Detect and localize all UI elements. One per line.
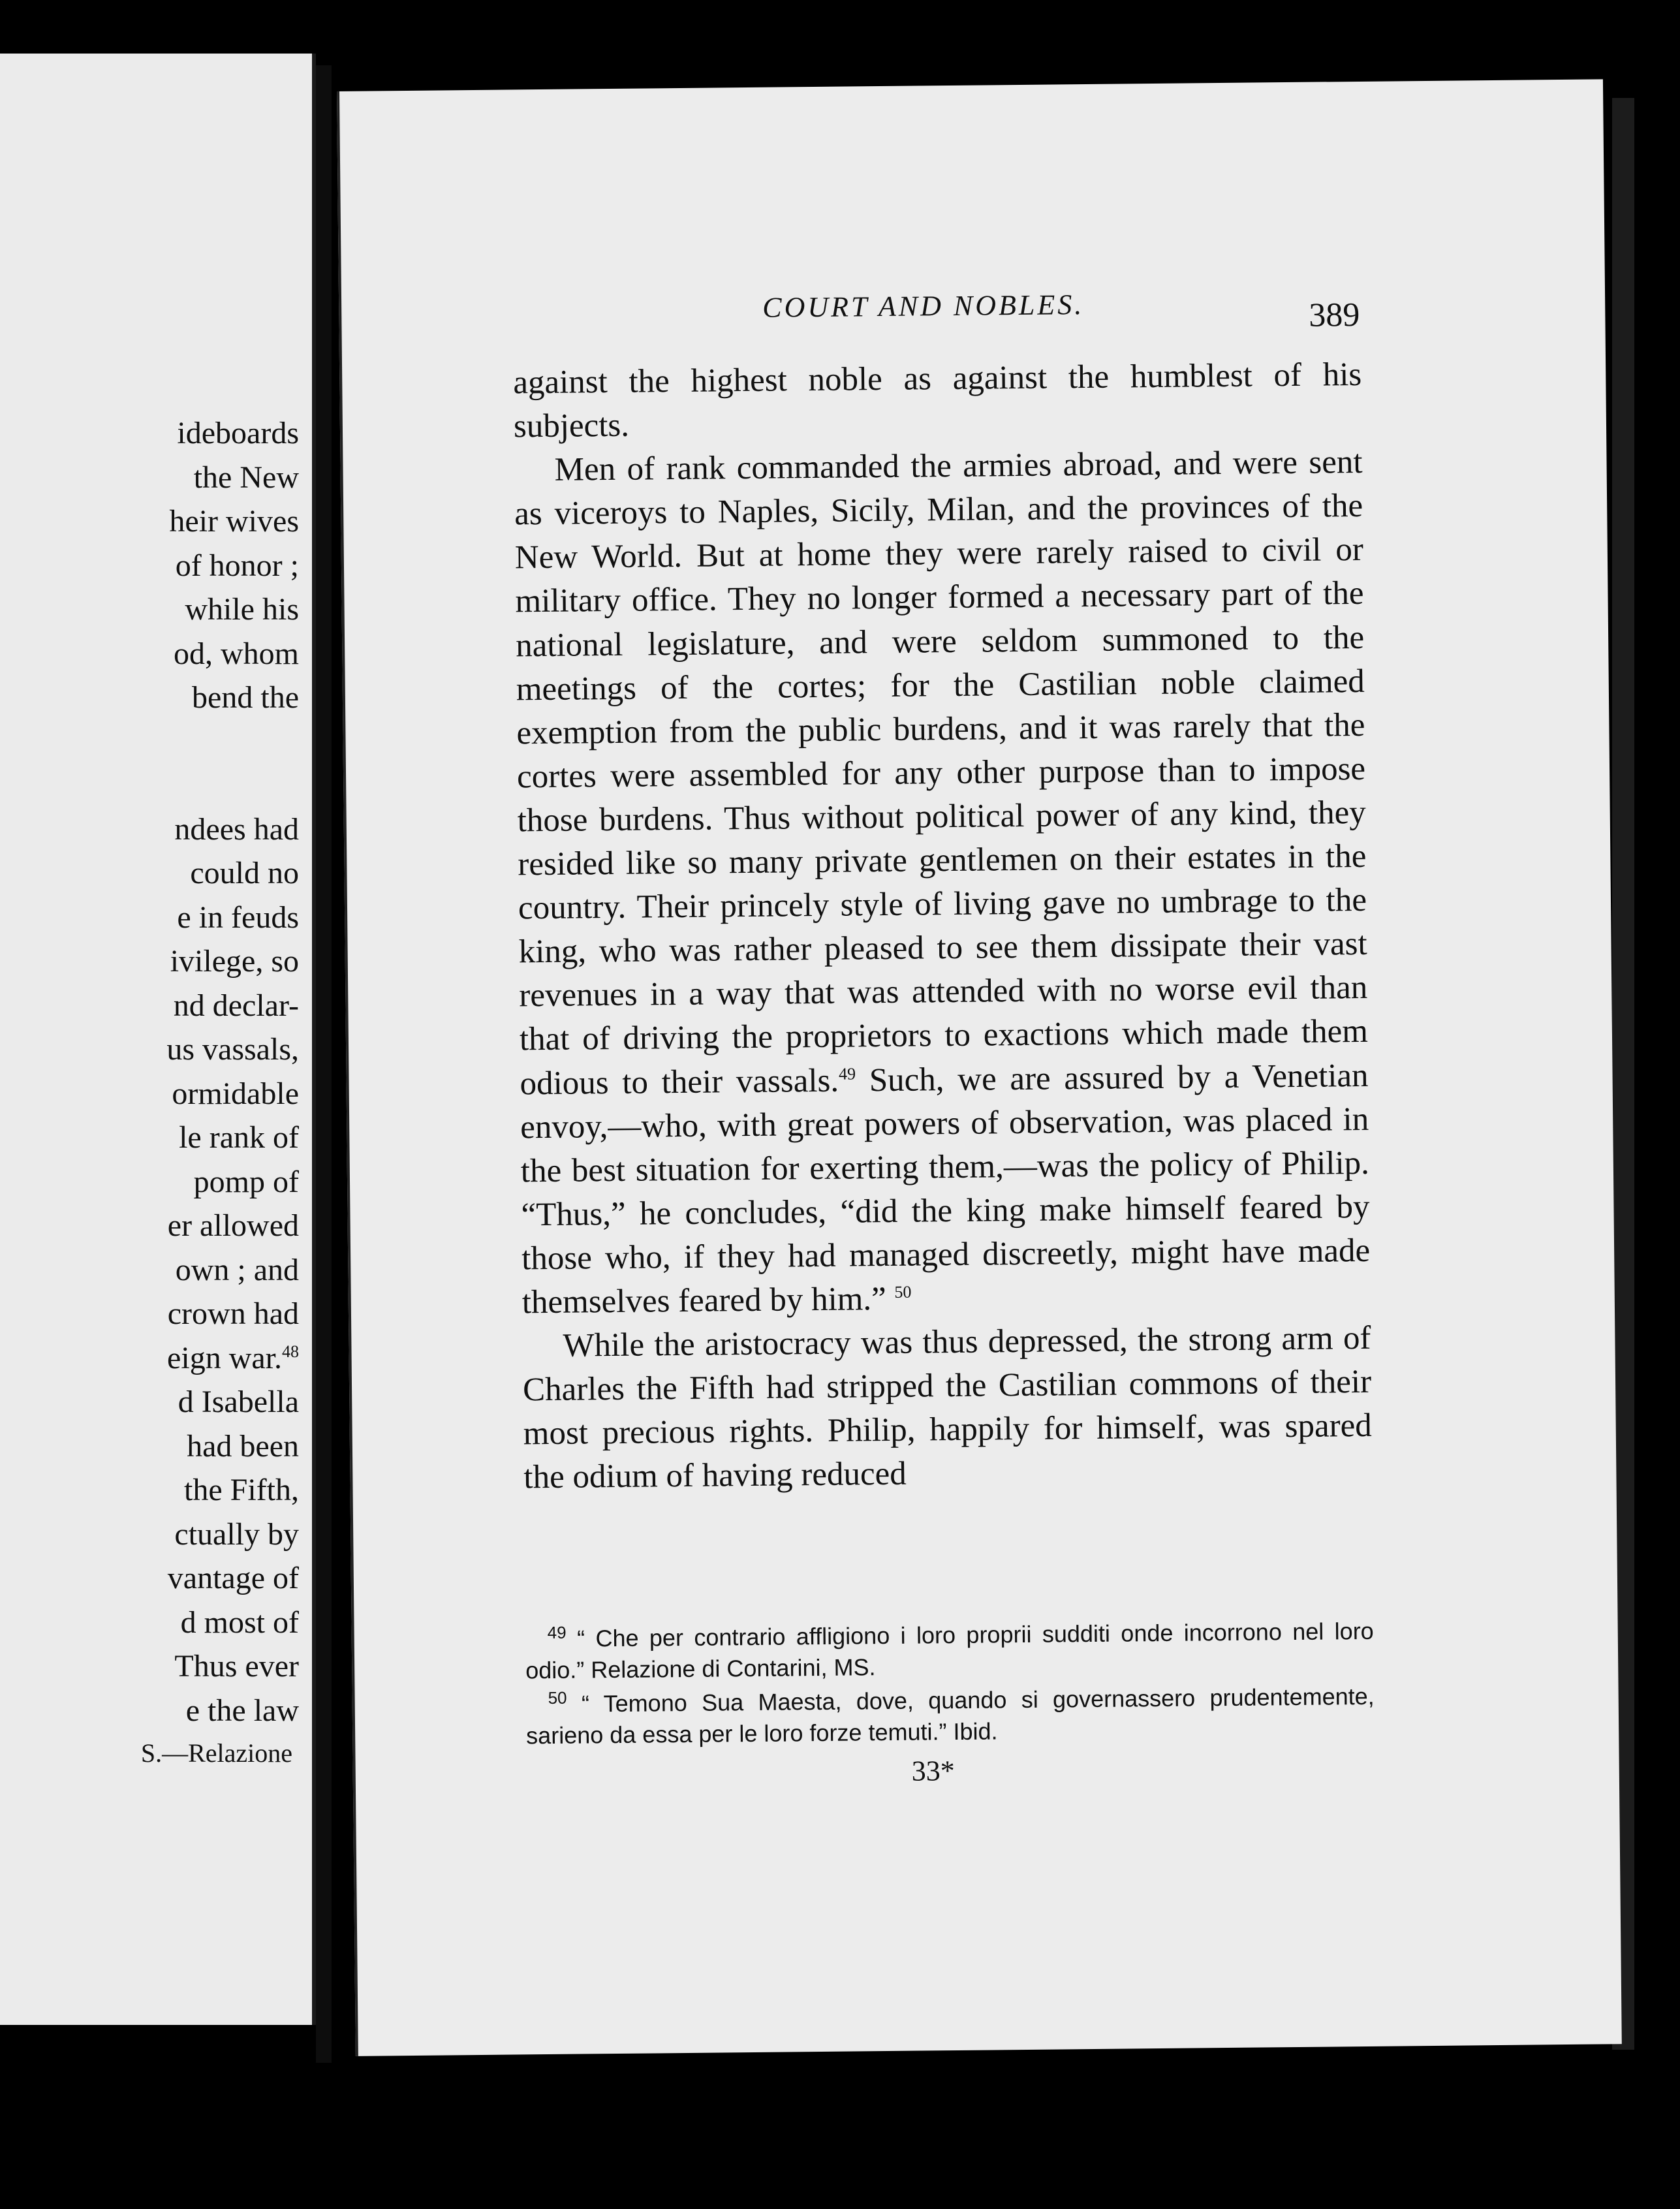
text-line: ideboards <box>177 416 299 450</box>
text-line: had been <box>187 1428 299 1464</box>
text-line: could no <box>190 856 299 890</box>
body-text <box>513 353 1373 1500</box>
text-line: e in feuds <box>177 900 299 935</box>
text-line: le rank of <box>179 1120 299 1155</box>
paragraph-gap <box>0 720 299 807</box>
text-line: Thus ever <box>174 1649 299 1684</box>
paragraph-text: Men of rank commanded the armies abroad, and were sent as viceroys to Naples, Sicily, Milan, and the provinces of the New World. But at home they were rarely raised to civil or military office. They no longer formed a necessary part of the national legislature, and were seldom summoned to the meetings of the cortes; for the Castilian noble claimed exemption from the public burdens, and it was rarely that the cortes were assembled for any other purpose than to impose those burdens. Thus without political power of any kind, they resided like so many private gentlemen on their estates in the country. Their princely style of living gave no umbrage to the king, who was rather pleased to see them dissipate their vast revenues in a way that was attended with no worse evil than that of driving the proprietors to exactions which made them odious to their vassals. <box>514 444 1369 1102</box>
text-line: ctually by <box>174 1516 299 1552</box>
text-line: pomp of <box>193 1164 299 1199</box>
text-line: ndees had <box>174 811 299 847</box>
text-line: bend the <box>192 680 299 715</box>
text-line: heir wives <box>169 504 299 539</box>
current-page <box>337 79 1622 2056</box>
footnotes <box>525 1616 1375 1754</box>
text-line: own ; and <box>175 1252 299 1287</box>
footnote-marker: 49 <box>547 1622 567 1643</box>
text-line: er allowed <box>167 1208 299 1243</box>
footnote-marker: 48 <box>282 1341 299 1361</box>
text-line: while his <box>185 592 299 627</box>
text-line: od, whom <box>174 636 299 671</box>
previous-page-text <box>0 411 299 1732</box>
footnote <box>526 1681 1375 1751</box>
text-line: d Isabella <box>178 1385 299 1419</box>
running-head: COURT AND NOBLES. <box>762 289 1085 324</box>
text-line: the New <box>193 460 299 495</box>
text-line: d most of <box>180 1605 299 1640</box>
previous-page-footnote: S.—Relazione <box>140 1738 292 1768</box>
text-line-content: eign war. <box>167 1340 282 1375</box>
footnote <box>525 1616 1375 1686</box>
text-line: nd declar- <box>173 988 299 1023</box>
paragraph <box>514 441 1371 1324</box>
text-line <box>0 1336 299 1381</box>
paragraph: against the highest noble as against the humblest of his subjects. <box>513 356 1362 445</box>
page-number: 389 <box>1309 296 1360 334</box>
footnote-ref-50: 50 <box>894 1282 912 1302</box>
text-line: vantage of <box>167 1561 299 1595</box>
text-line: of honor ; <box>175 548 299 583</box>
signature-mark: 33* <box>911 1755 955 1787</box>
paragraph-text: Such, we are assured by a Venetian envoy,—who, with great powers of observation, was placed in the best situation for exerting them,—was the policy of Philip. “Thus,” he concludes, “did the king make himself feared by those who, if they had managed discreetly, might have made themselves feared by him.” <box>520 1057 1371 1321</box>
footnote-ref-49: 49 <box>838 1063 856 1084</box>
footnote-marker: 50 <box>548 1687 567 1708</box>
text-line: us vassals, <box>166 1032 299 1067</box>
text-line: e the law <box>185 1693 299 1728</box>
footnote-text: “ Temono Sua Maesta, dove, quando si governassero prudentemente, sarieno da essa per le loro forze temuti.” Ibid. <box>525 1682 1375 1749</box>
text-line: crown had <box>167 1296 299 1331</box>
book-gutter <box>316 65 332 2063</box>
text-line: the Fifth, <box>184 1473 299 1507</box>
text-line: ivilege, so <box>170 944 299 979</box>
previous-page <box>0 54 316 2025</box>
text-line: ormidable <box>172 1076 299 1111</box>
footnote-text: “ Che per contrario affligiono i loro proprii sudditi onde incorrono nel loro odio.” Relazione di Contarini, MS. <box>525 1617 1374 1684</box>
paragraph: While the aristocracy was thus depressed, the strong arm of Charles the Fifth had stripped the Castilian commons of their most precious rights. Philip, happily for himself, was spared the odium of having reduced <box>522 1319 1372 1496</box>
